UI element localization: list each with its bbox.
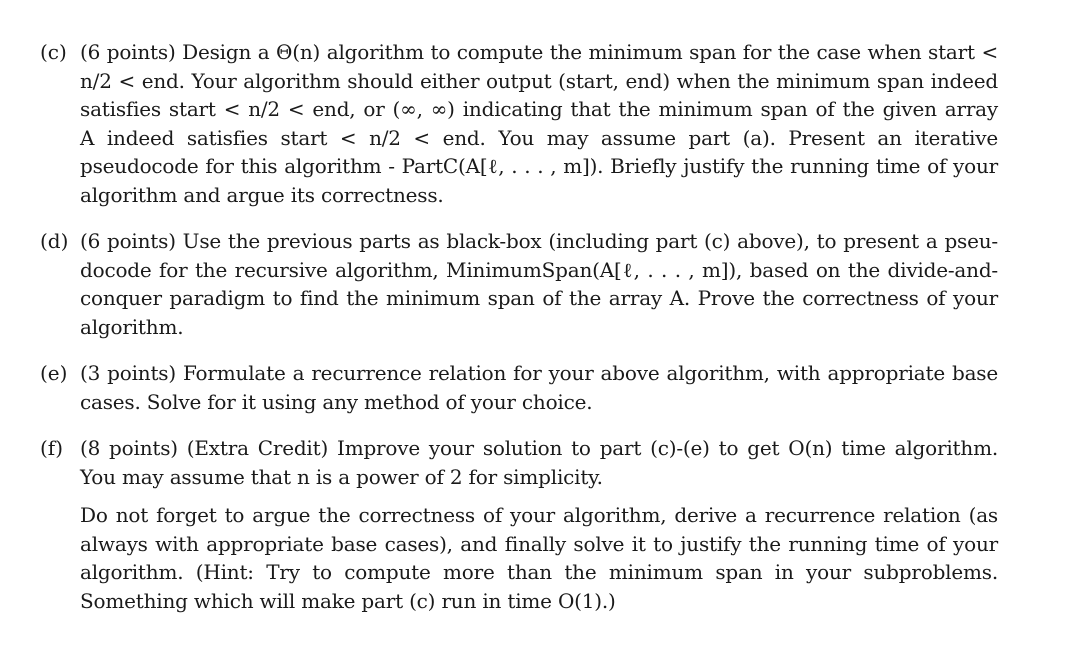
text-line: satisfies start < n/2 < end, or (∞, ∞) indicating that the minimum span of the given array: [80, 97, 998, 121]
text-line: algorithm and argue its correctness.: [80, 182, 444, 207]
text-line: (8 points) (Extra Credit) Improve your solution to part (c)-(e) to get O(n) time algorithm.: [80, 436, 998, 460]
text-line: (6 points) Design a Θ(n) algorithm to compute the minimum span for the case when start <: [80, 40, 998, 64]
text-line: n/2 < end. Your algorithm should either output (start, end) when the minimum span indeed: [80, 68, 998, 93]
text-line: algorithm. (Hint: Try to compute more than the minimum span in your subproblems.: [80, 560, 998, 584]
text-line: (6 points) Use the previous parts as black-box (including part (c) above), to present a pseu-: [80, 229, 998, 253]
part-d-label: (d): [40, 229, 69, 253]
text-line: You may assume that n is a power of 2 for simplicity.: [80, 464, 603, 489]
text-line: conquer paradigm to find the minimum span of the array A. Prove the correctness of your: [80, 286, 998, 310]
part-c-body: [80, 38, 998, 209]
text-line: A indeed satisfies start < n/2 < end. You may assume part (a). Present an iterative: [80, 125, 998, 150]
part-f-label: (f): [40, 436, 64, 460]
part-f-body: [80, 434, 998, 615]
text-line: pseudocode for this algorithm - PartC(A[ℓ, . . . , m]). Briefly justify the running time of your: [80, 154, 998, 178]
text-line: (3 points) Formulate a recurrence relation for your above algorithm, with appropriate base: [80, 361, 998, 385]
part-e-label: (e): [40, 361, 68, 385]
text-line: docode for the recursive algorithm, MinimumSpan(A[ℓ, . . . , m]), based on the divide-and-: [80, 257, 998, 282]
text-line: algorithm.: [80, 314, 184, 339]
text-line: Something which will make part (c) run in time O(1).): [80, 588, 616, 613]
part-c-label: (c): [40, 40, 67, 64]
text-line: cases. Solve for it using any method of your choice.: [80, 389, 593, 414]
part-d-body: [80, 227, 998, 341]
text-line: always with appropriate base cases), and finally solve it to justify the running time of your: [80, 531, 998, 556]
text-line: Do not forget to argue the correctness of your algorithm, derive a recurrence relation (as: [80, 503, 998, 527]
part-e-body: [80, 359, 998, 416]
